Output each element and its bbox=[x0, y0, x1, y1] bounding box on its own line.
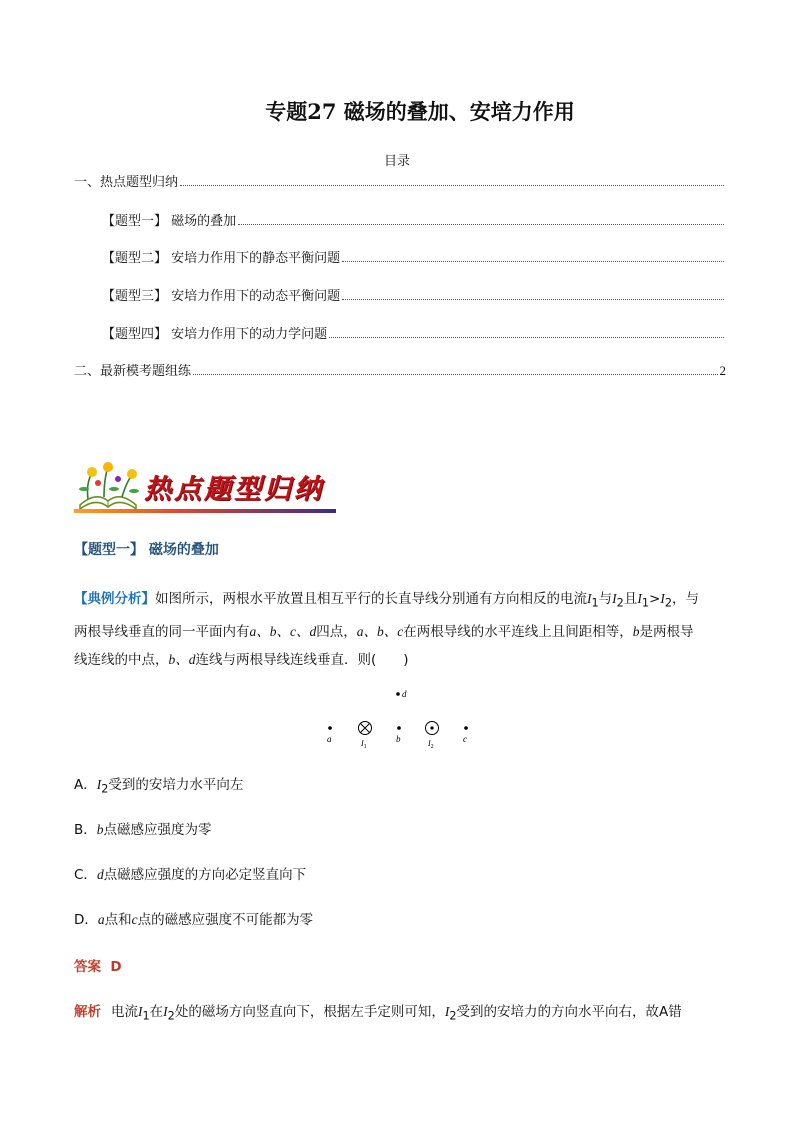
point-d bbox=[396, 692, 400, 696]
toc-item[interactable] bbox=[102, 248, 726, 266]
wire-I2-out-of-page-icon bbox=[426, 722, 439, 735]
answer-line bbox=[74, 955, 122, 975]
toc-item-label: 二、最新模考题组练 bbox=[74, 364, 192, 379]
wire-diagram bbox=[310, 684, 490, 754]
point-a bbox=[328, 726, 332, 730]
option-a[interactable]: A．$I_2$受到的安培力水平向左 bbox=[74, 777, 244, 796]
toc-leader-dots bbox=[342, 261, 724, 262]
toc-heading: 目录 bbox=[383, 154, 410, 169]
question-paragraph: 【典例分析】如图所示，两根水平放置且相互平行的长直导线分别通有方向相反的电流$I_1$与$I_2$且$I_1>I_2$，与 两根导线垂直的同一平面内有a、b、c、d四点，a、b、c在两根导线的水平连线上且间距相等，b是两根导 线连线的中点，b、d连线与两根导线连线垂直．则( ) bbox=[74, 591, 699, 668]
label-d: d bbox=[402, 689, 407, 699]
answer-label: 答案 bbox=[74, 959, 101, 975]
option-c[interactable]: C．d点磁感应强度的方向必定竖直向下 bbox=[74, 867, 307, 883]
toc-leader-dots bbox=[193, 374, 717, 375]
label-a: a bbox=[327, 734, 332, 744]
example-tag: 【典例分析】 bbox=[74, 591, 155, 607]
analysis-line: 解析 电流$I_1$在$I_2$处的磁场方向竖直向下，根据左手定则可知，$I_2$受到的安培力的方向水平向右，故A错 bbox=[74, 1004, 682, 1023]
question-type-heading: 【题型一】 磁场的叠加 bbox=[74, 542, 219, 558]
toc-item[interactable] bbox=[74, 361, 726, 379]
wire-I1-into-page-icon bbox=[359, 722, 372, 735]
banner-underline bbox=[74, 509, 336, 513]
page-title: 专题27 磁场的叠加、安培力作用 bbox=[265, 99, 575, 124]
toc-item[interactable] bbox=[102, 286, 726, 304]
banner-title: 热点题型归纳 bbox=[144, 474, 324, 505]
point-c bbox=[464, 726, 468, 730]
toc-item-label: 【题型一】 磁场的叠加 bbox=[102, 214, 237, 229]
book-flowers-icon bbox=[74, 461, 144, 511]
section-banner bbox=[74, 461, 336, 517]
label-I2: $I_2$ bbox=[428, 739, 434, 750]
option-d[interactable]: D．a点和c点的磁感应强度不可能都为零 bbox=[74, 912, 314, 928]
toc-leader-dots bbox=[329, 337, 724, 338]
toc-item[interactable] bbox=[102, 211, 726, 229]
toc-item-label: 【题型四】 安培力作用下的动力学问题 bbox=[102, 327, 328, 342]
toc-item[interactable] bbox=[74, 172, 726, 190]
label-I1: $I_1$ bbox=[361, 739, 367, 750]
toc-leader-dots bbox=[238, 224, 724, 225]
label-c: c bbox=[463, 734, 467, 744]
toc-item-page: 2 bbox=[719, 363, 726, 378]
toc-leader-dots bbox=[180, 185, 724, 186]
toc-item-label: 一、热点题型归纳 bbox=[74, 175, 179, 190]
answer-value: D bbox=[110, 959, 122, 975]
label-b: b bbox=[396, 734, 401, 744]
toc-item[interactable] bbox=[102, 324, 726, 342]
toc-leader-dots bbox=[342, 299, 724, 300]
analysis-label: 解析 bbox=[74, 1004, 101, 1020]
point-b bbox=[397, 726, 401, 730]
toc-item-label: 【题型三】 安培力作用下的动态平衡问题 bbox=[102, 289, 341, 304]
option-b[interactable]: B．b点磁感应强度为零 bbox=[74, 822, 212, 838]
toc-item-label: 【题型二】 安培力作用下的静态平衡问题 bbox=[102, 251, 341, 266]
